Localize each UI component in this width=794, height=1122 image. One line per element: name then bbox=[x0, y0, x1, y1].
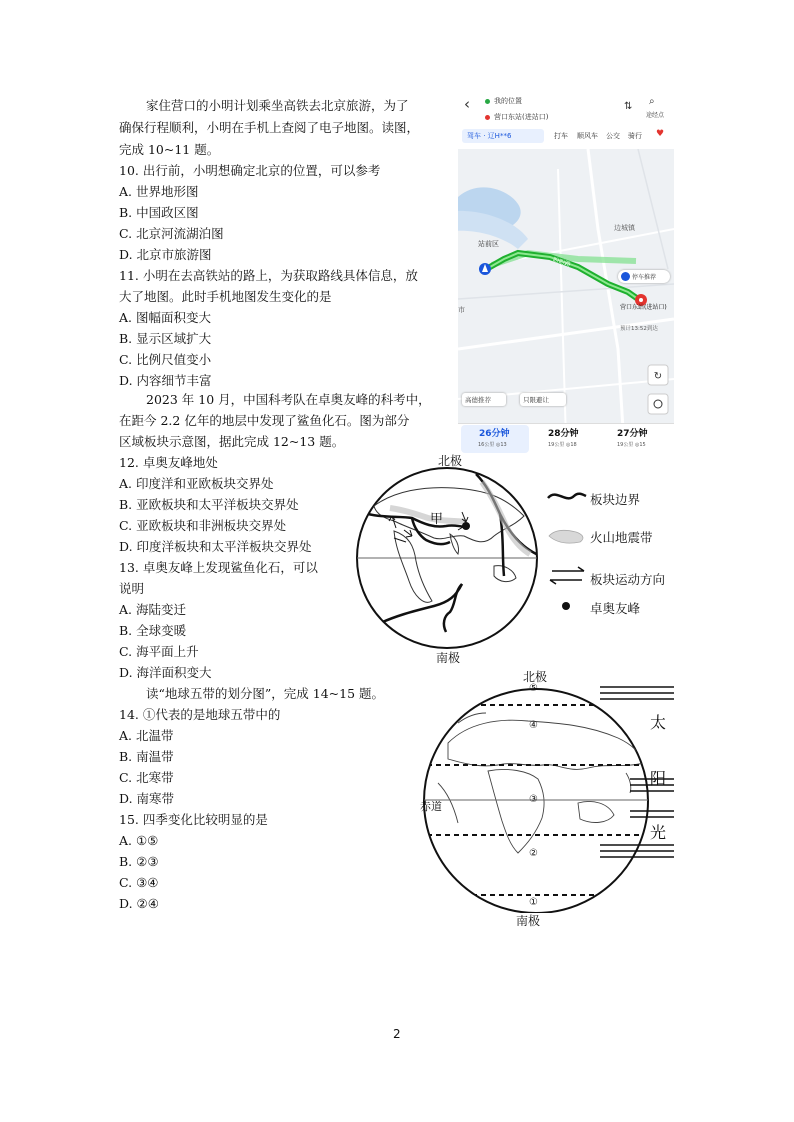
boundary-legend-icon bbox=[548, 494, 586, 499]
peak-legend-icon bbox=[562, 602, 570, 610]
intro1-line3: 完成 10~11 题。 bbox=[119, 142, 220, 157]
q13-option-d: D. 海洋面积变大 bbox=[119, 665, 212, 680]
intro2-line2: 在距今 2.2 亿年的地层中发现了鲨鱼化石。图为部分 bbox=[119, 413, 410, 428]
tab-bike[interactable]: 骑行 bbox=[628, 132, 642, 140]
waypoint-button[interactable]: 途经点 bbox=[646, 112, 665, 119]
legend-peak-label: 卓奥友峰 bbox=[590, 601, 641, 616]
tab-bus[interactable]: 公交 bbox=[606, 132, 620, 140]
earth-zones-map bbox=[418, 683, 676, 913]
q14-option-c: C. 北寒带 bbox=[119, 770, 174, 785]
district-label: 站前区 bbox=[478, 240, 499, 248]
q14-option-d: D. 南寒带 bbox=[119, 791, 175, 806]
intro2-line3: 区域板块示意图，据此完成 12~13 题。 bbox=[119, 434, 345, 449]
search-icon[interactable]: ⌕ bbox=[649, 96, 655, 107]
back-icon[interactable]: ‹ bbox=[464, 95, 470, 113]
route-1-time[interactable]: 26分钟 bbox=[479, 429, 510, 439]
intro2-line1: 2023 年 10 月，中国科考队在卓奥友峰的科考中， bbox=[146, 392, 431, 407]
end-dot-icon bbox=[485, 115, 490, 120]
q15-option-b: B. ②③ bbox=[119, 854, 159, 869]
parking-tip-label[interactable]: 停车推荐 bbox=[632, 274, 657, 281]
page-number: 2 bbox=[393, 1027, 401, 1041]
q10-option-b: B. 中国政区图 bbox=[119, 205, 199, 220]
q10-option-a: A. 世界地形图 bbox=[119, 184, 199, 199]
q11-option-d: D. 内容细节丰富 bbox=[119, 373, 212, 388]
route-1-info: 16公里 ◎13 bbox=[478, 442, 507, 448]
phone-map-screenshot bbox=[458, 93, 674, 455]
intro1-line2: 确保行程顺利，小明在手机上查阅了电子地图。读图， bbox=[119, 120, 420, 135]
swap-icon[interactable]: ⇅ bbox=[624, 101, 633, 112]
zone-label-1: ① bbox=[529, 897, 538, 908]
parking-icon bbox=[621, 272, 630, 281]
svg-text:↻: ↻ bbox=[653, 371, 663, 382]
q13-option-b: B. 全球变暖 bbox=[119, 623, 187, 638]
legend-movement-label: 板块运动方向 bbox=[590, 572, 666, 587]
plate-map bbox=[354, 466, 540, 650]
zone-label-2: ② bbox=[529, 848, 538, 859]
q15-option-c: C. ③④ bbox=[119, 875, 159, 890]
plate-movement-legend-icon bbox=[550, 580, 582, 584]
zones-north-pole-label: 北极 bbox=[523, 670, 548, 684]
plate-north-pole-label: 北极 bbox=[438, 454, 463, 468]
recommend-label[interactable]: 高德推荐 bbox=[465, 396, 491, 404]
q14-stem: 14. ①代表的是地球五带中的 bbox=[119, 707, 281, 722]
edge-label: 市 bbox=[458, 306, 465, 314]
dest-map-label: 营口东站(进站口) bbox=[620, 304, 667, 311]
q14-option-a: A. 北温带 bbox=[119, 728, 174, 743]
jia-label: 甲 bbox=[430, 512, 444, 527]
sunlight-char-2: 阳 bbox=[650, 769, 667, 788]
zone-label-5: ⑤ bbox=[529, 683, 538, 694]
eta-label: 预计13:52到达 bbox=[620, 326, 658, 332]
q12-stem: 12. 卓奥友峰地处 bbox=[119, 455, 218, 470]
tab-carpool[interactable]: 顺风车 bbox=[577, 132, 598, 140]
sunlight-char-3: 光 bbox=[650, 823, 667, 842]
start-location-label[interactable]: 我的位置 bbox=[494, 97, 522, 105]
q15-stem: 15. 四季变化比较明显的是 bbox=[119, 812, 268, 827]
q14-option-b: B. 南温带 bbox=[119, 749, 174, 764]
q13-stem-line2: 说明 bbox=[119, 581, 145, 596]
q15-option-d: D. ②④ bbox=[119, 896, 159, 911]
q12-option-a: A. 印度洋和亚欧板块交界处 bbox=[119, 476, 274, 491]
volcano-belt-legend-icon bbox=[549, 530, 583, 543]
q10-stem: 10. 出行前，小明想确定北京的位置，可以参考 bbox=[119, 163, 381, 178]
location-pin-icon[interactable]: ♥ bbox=[656, 129, 665, 139]
traffic-label[interactable]: 只限避让 bbox=[523, 396, 549, 404]
start-dot-icon bbox=[485, 99, 490, 104]
zones-south-pole-label: 南极 bbox=[516, 914, 541, 928]
tab-taxi[interactable]: 打车 bbox=[554, 132, 568, 140]
legend-boundary-label: 板块边界 bbox=[590, 492, 641, 507]
zone-label-4: ④ bbox=[529, 720, 538, 731]
q15-option-a: A. ①⑤ bbox=[119, 833, 159, 848]
q11-option-a: A. 图幅面积变大 bbox=[119, 310, 211, 325]
q12-option-d: D. 印度洋板块和太平洋板块交界处 bbox=[119, 539, 312, 554]
plate-legend-symbols bbox=[546, 486, 588, 616]
sunlight-char-1: 太 bbox=[650, 713, 667, 732]
q10-option-c: C. 北京河流湖泊图 bbox=[119, 226, 224, 241]
q10-option-d: D. 北京市旅游图 bbox=[119, 247, 212, 262]
map-search-panel bbox=[458, 93, 674, 149]
route-2-info: 19公里 ◎18 bbox=[548, 442, 577, 448]
q13-stem-line1: 13. 卓奥友峰上发现鲨鱼化石，可以 bbox=[119, 560, 318, 575]
intro3: 读“地球五带的划分图”，完成 14~15 题。 bbox=[146, 686, 385, 701]
route-2-time[interactable]: 28分钟 bbox=[548, 429, 579, 439]
route-3-time[interactable]: 27分钟 bbox=[617, 429, 648, 439]
q12-option-b: B. 亚欧板块和太平洋板块交界处 bbox=[119, 497, 299, 512]
plate-south-pole-label: 南极 bbox=[436, 651, 461, 665]
legend-volcano-label: 火山地震带 bbox=[590, 530, 653, 545]
q11-option-c: C. 比例尺值变小 bbox=[119, 352, 212, 367]
q11-option-b: B. 显示区域扩大 bbox=[119, 331, 212, 346]
q11-stem-line1: 11. 小明在去高铁站的路上，为获取路线具体信息，放 bbox=[119, 268, 418, 283]
q13-option-c: C. 海平面上升 bbox=[119, 644, 199, 659]
route-3-info: 19公里 ◎15 bbox=[617, 442, 646, 448]
q11-stem-line2: 大了地图。此时手机地图发生变化的是 bbox=[119, 289, 332, 304]
zone-label-3: ③ bbox=[529, 794, 538, 805]
road-label: 盼盼路 bbox=[552, 256, 572, 269]
area-label: 边城镇 bbox=[614, 224, 635, 232]
destination-label[interactable]: 营口东站(进站口) bbox=[494, 113, 549, 121]
tab-drive[interactable]: 驾车 · 辽H**6 bbox=[467, 132, 512, 140]
equator-label: 赤道 bbox=[420, 800, 442, 813]
q13-option-a: A. 海陆变迁 bbox=[119, 602, 186, 617]
intro1-line1: 家住营口的小明计划乘坐高铁去北京旅游，为了 bbox=[146, 98, 409, 113]
q12-option-c: C. 亚欧板块和非洲板块交界处 bbox=[119, 518, 287, 533]
